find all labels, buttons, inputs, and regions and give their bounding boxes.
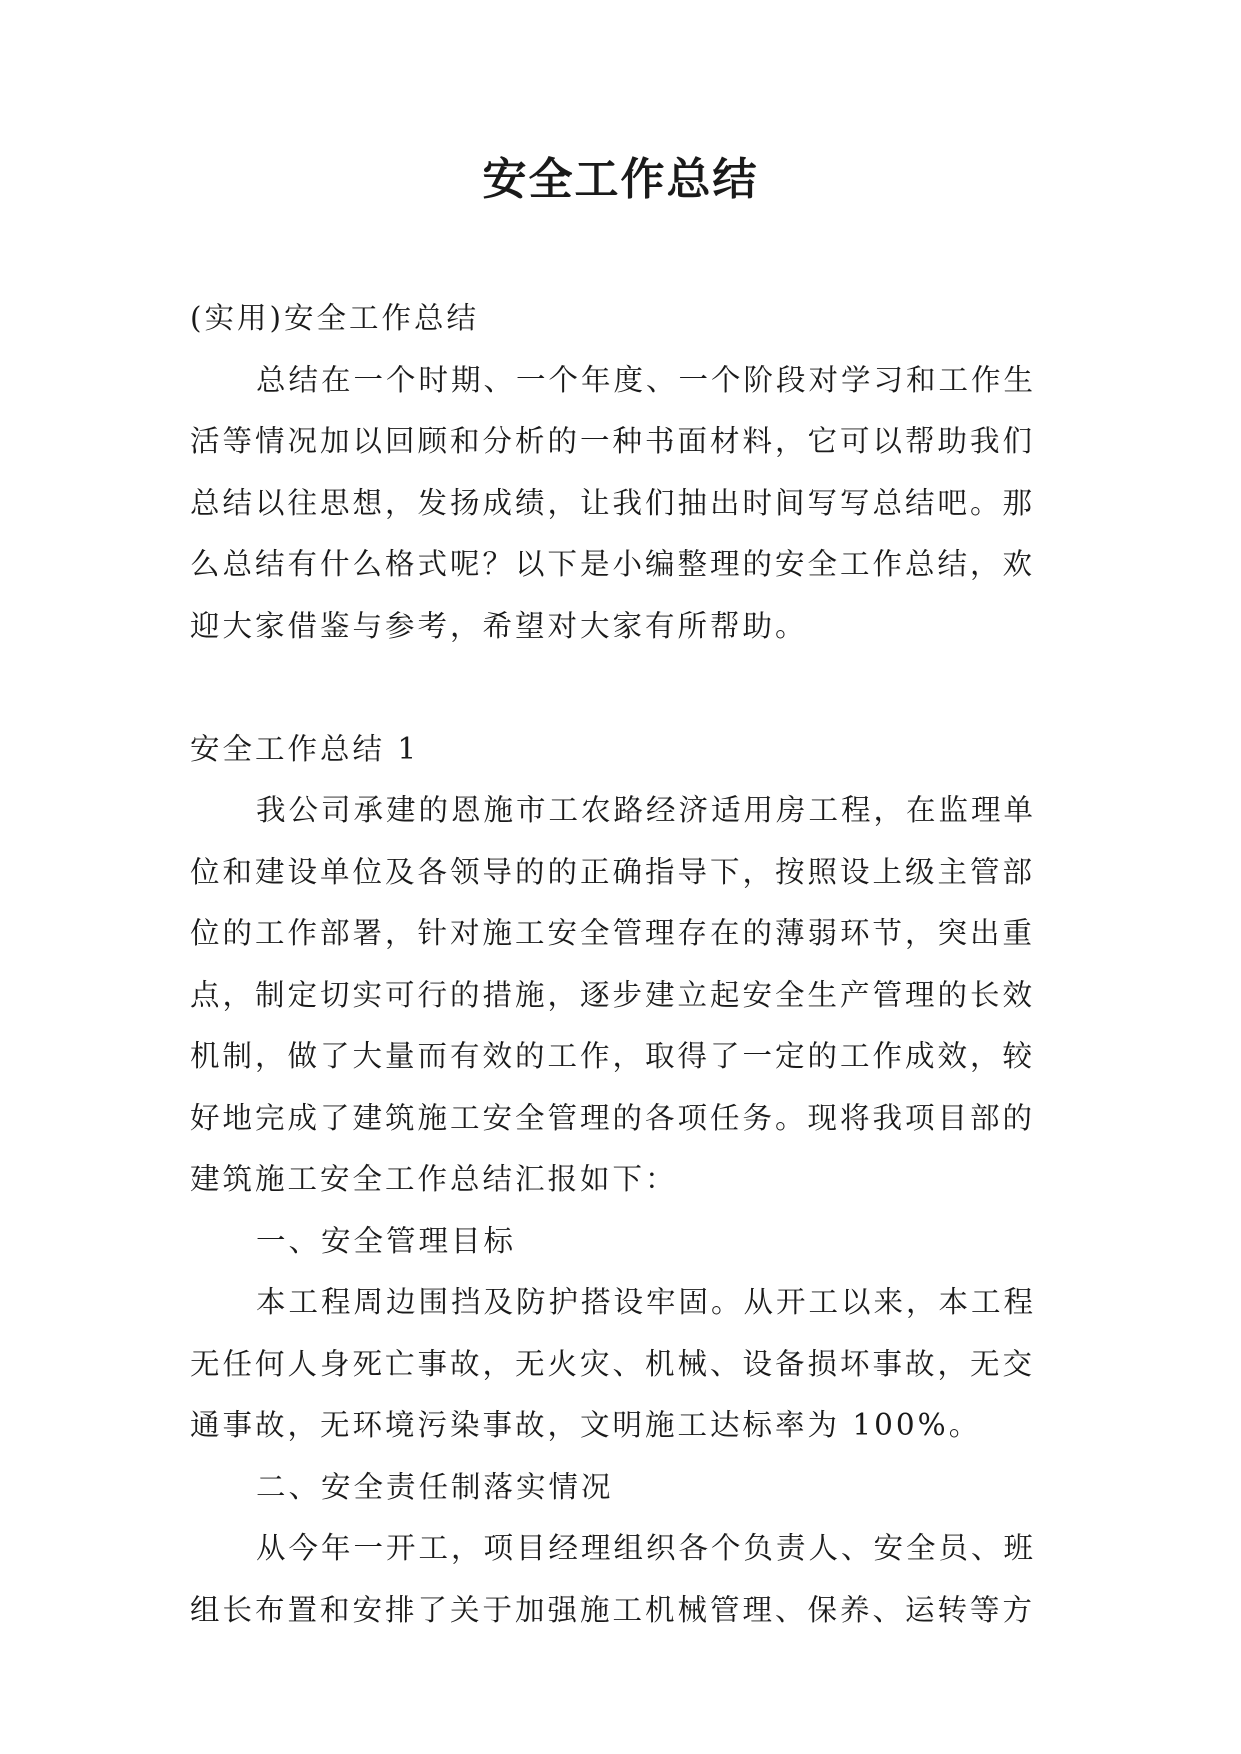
intro-paragraph: 总结在一个时期、一个年度、一个阶段对学习和工作生活等情况加以回顾和分析的一种书面材料，它可以帮助我们总结以往思想，发扬成绩，让我们抽出时间写写总结吧。那么总结有什么格式呢？以下是小编整理的安全工作总结，欢迎大家借鉴与参考，希望对大家有所帮助。 [190,362,1037,643]
item-1-heading: 一、安全管理目标 [256,1223,517,1258]
document-title: 安全工作总结 [482,154,759,205]
section-1-paragraph: 我公司承建的恩施市工农路经济适用房工程，在监理单位和建设单位及各领导的的正确指导下，按照设上级主管部位的工作部署，针对施工安全管理存在的薄弱环节，突出重点，制定切实可行的措施，逐步建立起安全生产管理的长效机制，做了大量而有效的工作，取得了一定的工作成效，较好地完成了建筑施工安全管理的各项任务。现将我项目部的建筑施工安全工作总结汇报如下： [190,793,1037,1196]
document-subtitle: (实用)安全工作总结 [190,301,480,335]
item-1-paragraph: 本工程周边围挡及防护搭设牢固。从开工以来，本工程无任何人身死亡事故，无火灾、机械、设备损坏事故，无交通事故，无环境污染事故，文明施工达标率为 100%。 [190,1285,1037,1442]
item-2-heading: 二、安全责任制落实情况 [256,1469,614,1504]
item-2-paragraph: 从今年一开工，项目经理组织各个负责人、安全员、班组长布置和安排了关于加强施工机械管理、保养、运转等方 [190,1531,1037,1627]
section-spacer [190,657,1050,719]
document-body [190,288,1050,1641]
section-heading-1: 安全工作总结 1 [190,731,420,766]
